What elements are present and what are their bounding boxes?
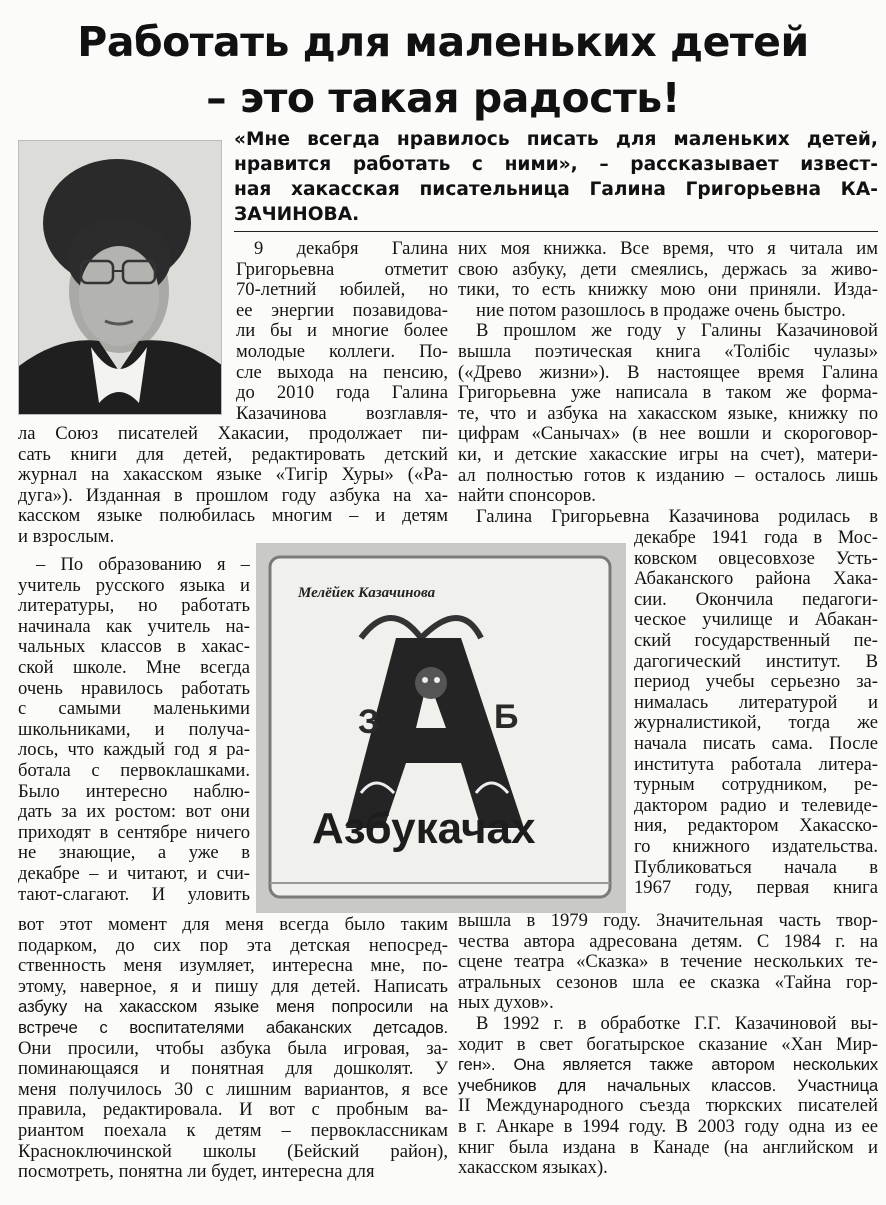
text-line: В 1992 г. в обработке Г.Г. Казачиновой вы- [476, 1014, 878, 1034]
text-line: них моя книжка. Все время, что я читала им [458, 239, 878, 259]
text-line: вот этот момент для меня всегда было таким [18, 915, 448, 935]
lead-line: нравится работать с ними», – рассказывает извест- [234, 154, 878, 175]
text-line: меня получилось 30 с лишним вариантов, я все [18, 1080, 448, 1100]
text-line: ния, редактором Хакасско- [634, 816, 878, 836]
text-line: дактором радио и телевиде- [634, 796, 878, 816]
svg-text:Б: Б [494, 698, 519, 736]
lead-line: «Мне всегда нравилось писать для маленьких детей, [234, 129, 878, 150]
text-line: начинала как учитель на- [18, 617, 250, 637]
svg-text:З: З [358, 703, 380, 741]
text-line: начала писать сама. После [634, 734, 878, 754]
text-line: приходят в сентябре ничего [18, 823, 250, 843]
text-line: атральных сезонов шла ее сказка «Тайна гор- [458, 973, 878, 993]
text-line: го книжного издательства. [634, 837, 878, 857]
text-line: Красноключинской школы (Бейский район), [18, 1142, 448, 1162]
text-line: касском языке полюбилась многим – и детям [18, 506, 448, 526]
text-line: Галина Григорьевна Казачинова родилась в [476, 507, 878, 527]
text-line: до 2010 года Галина [236, 383, 448, 403]
text-line: дать за их ростом: вот они [18, 802, 250, 822]
text-line: ботала с первоклашками. [18, 761, 250, 781]
article-lead [234, 127, 878, 227]
book-cover-title: Азбукачах [312, 804, 536, 853]
text-line: 1967 году, первая книга [634, 878, 878, 898]
text-line: II Международного съезда тюркских писателей [458, 1096, 878, 1116]
text-line: дуга»). Изданная в прошлом году азбука на ха- [18, 486, 448, 506]
text-line: дагогический институт. В [634, 652, 878, 672]
text-line: не знающие, а уже в [18, 843, 250, 863]
text-line: ал полностью готов к изданию – осталось лишь [458, 466, 878, 486]
text-line: сать книги для детей, редактировать детский [18, 445, 448, 465]
text-line: книг была издана в Канаде (на английском и [458, 1138, 878, 1158]
text-line: сле выхода на пенсию, [236, 363, 448, 383]
text-line: турным сотрудником, ре- [634, 775, 878, 795]
text-line: чества автора адресована детям. С 1984 г. на [458, 932, 878, 952]
lead-line: ная хакасская писательница Галина Григорьевна КА- [234, 179, 878, 200]
text-line: («Древо жизни»). В настоящее время Галина [458, 363, 878, 383]
text-line: встрече с воспитателями абаканских детсадов. [18, 1018, 448, 1037]
text-line: и взрослым. [18, 527, 115, 547]
text-line: 9 декабря Галина [254, 239, 448, 259]
text-line: нималась литературой и [634, 693, 878, 713]
text-line: найти спонсоров. [458, 486, 596, 506]
text-line: хакасском языках). [458, 1158, 608, 1178]
text-line: с самыми маленькими [18, 699, 250, 719]
text-line: азбуку на хакасском языке меня попросили на [18, 997, 448, 1016]
text-line: тики, то есть книжку мою они приняли. Изда- [458, 280, 878, 300]
text-line: ческое училище и Абакан- [634, 610, 878, 630]
text-line: школьниками, и получа- [18, 720, 250, 740]
text-line: – По образованию я – [36, 555, 250, 575]
text-line: Было интересно наблю- [18, 782, 250, 802]
text-line: Абаканского района Хака- [634, 569, 878, 589]
book-cover-author: Мелёйек Казачинова [298, 585, 436, 601]
text-line: ственность меня изумляет, интересна мне, по- [18, 956, 448, 976]
text-line: журнал на хакасском языке «Тигiр Хуры» («Ра- [18, 465, 448, 485]
text-line: очень нравилось работать [18, 679, 250, 699]
text-line: ние потом разошлось в продаже очень быстро. [476, 301, 846, 321]
text-line: декабре – и читают, и счи- [18, 864, 250, 884]
text-line: вышла поэтическая книга «Толiбiс чулазы» [458, 342, 878, 362]
text-line: сцене театра «Сказка» в течение нескольких те- [458, 952, 878, 972]
text-line: ский государственный пе- [634, 631, 878, 651]
text-line: 70-летний юбилей, но [236, 280, 448, 300]
lead-line: ЗАЧИНОВА. [234, 204, 360, 225]
text-line: Публиковаться начала в [634, 858, 878, 878]
text-line: декабре 1941 года в Мос- [634, 528, 878, 548]
text-line: тают-слагают. И уловить [18, 885, 250, 905]
text-line: ген». Она является также автором нескольких [458, 1055, 878, 1074]
text-line: ее энергии позавидова- [236, 301, 448, 321]
text-line: подарком, до сих пор эта детская непосред- [18, 936, 448, 956]
text-line: литературы, но работать [18, 596, 250, 616]
headline-line-1: Работать для маленьких детей [77, 18, 809, 66]
text-line: ли бы и многие более [236, 321, 448, 341]
text-line: ки, и детские хакасские игры на счет), матери- [458, 445, 878, 465]
text-line: учитель русского языка и [18, 576, 250, 596]
text-line: института работала литера- [634, 755, 878, 775]
text-line: учебников для начальных классов. Участница [458, 1076, 878, 1095]
text-line: журналистикой, тогда же [634, 713, 878, 733]
book-cover-photo [256, 543, 626, 913]
headline-line-2: – это такая радость! [206, 74, 680, 122]
text-line: Григорьевна отметит [236, 260, 448, 280]
text-line: те, что и азбука на хакасском языке, книжку по [458, 404, 878, 424]
text-line: ных духов». [458, 993, 554, 1013]
text-line: ской школе. Мне всегда [18, 658, 250, 678]
article-headline [0, 14, 886, 126]
text-line: период учебы серьезно за- [634, 672, 878, 692]
text-line: цифрам «Санычах» (в нее вошли и скороговор- [458, 424, 878, 444]
text-line: риантом поехала к детям – первоклассникам [18, 1121, 448, 1141]
text-line: поминающаяся и понятная для дошколят. У [18, 1059, 448, 1079]
text-line: ла Союз писателей Хакасии, продолжает пи- [18, 424, 448, 444]
text-line: этому, наверное, я и пишу для детей. Написать [18, 977, 448, 997]
text-line: сии. Окончила педагоги- [634, 590, 878, 610]
text-line: Они просили, чтобы азбука была игровая, за- [18, 1039, 448, 1059]
author-portrait-photo [18, 140, 222, 415]
text-line: посмотреть, понятна ли будет, интересна для [18, 1162, 375, 1182]
text-line: В прошлом же году у Галины Казачиновой [476, 321, 878, 341]
text-line: ходит в свет богатырское сказание «Хан Мир- [458, 1035, 878, 1055]
text-line: лось, что каждый год я ра- [18, 740, 250, 760]
text-line: свою азбуку, дети смеялись, держась за живо- [458, 260, 878, 280]
lead-divider [234, 231, 878, 232]
text-line: Казачинова возглавля- [236, 404, 448, 424]
text-line: молодые коллеги. По- [236, 342, 448, 362]
text-line: вышла в 1979 году. Значительная часть твор- [458, 911, 878, 931]
text-line: правила, редактировала. И вот с пробным ва- [18, 1100, 448, 1120]
text-line: Григорьевна уже написала в таком же форма- [458, 383, 878, 403]
text-line: чальных классов в хакас- [18, 637, 250, 657]
text-line: в г. Анкаре в 1994 году. В 2003 году одна из ее [458, 1117, 878, 1137]
text-line: ковском овцесовхозе Усть- [634, 549, 878, 569]
